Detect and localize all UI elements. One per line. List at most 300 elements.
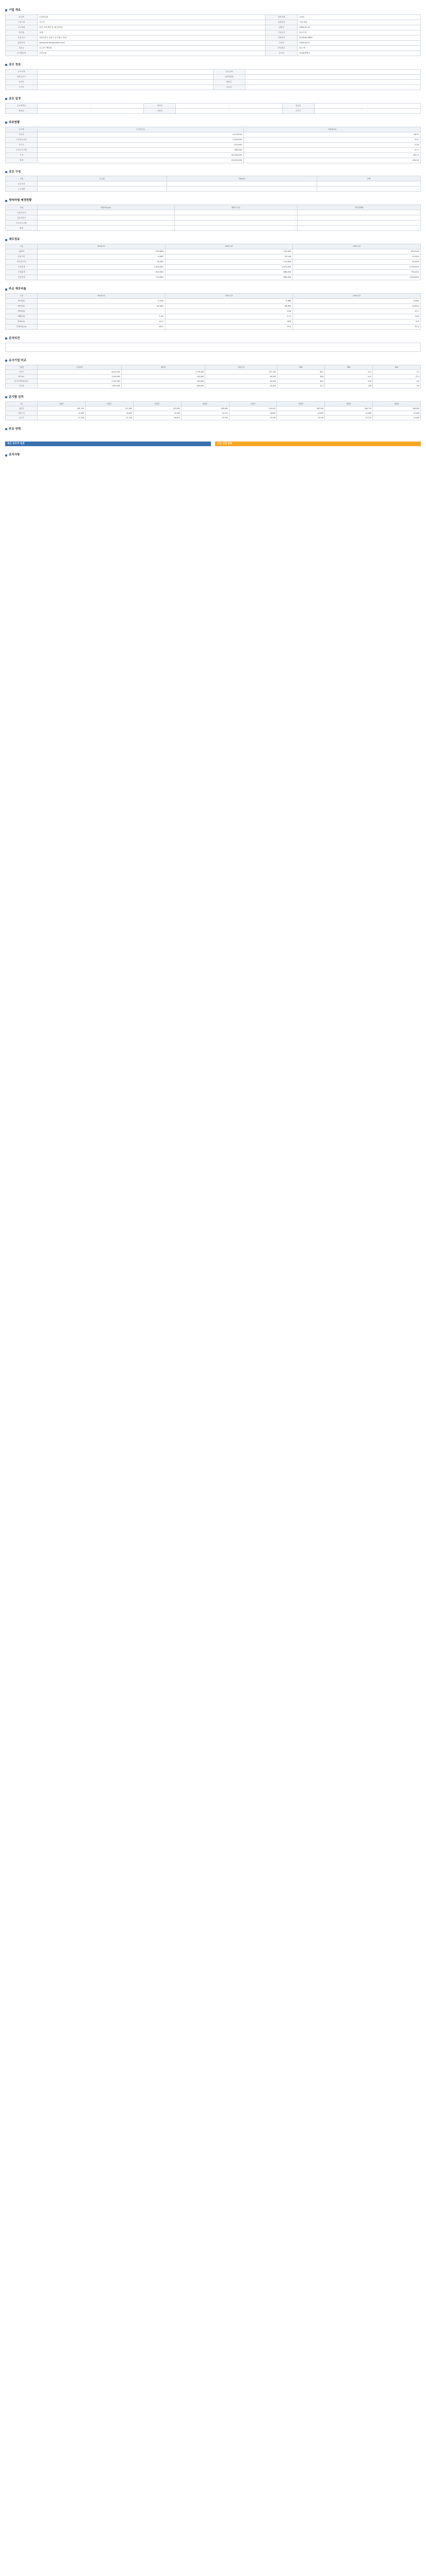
field-label: 수요예측일 [6, 103, 38, 108]
table-cell: 264,710 [325, 406, 373, 411]
ratios-section-title: 주요 재무비율 [5, 287, 421, 291]
column-header: 주주명 [6, 127, 38, 132]
row-label: 당기순이익 [6, 260, 38, 265]
row-label: 일반청약자 [6, 215, 38, 221]
table-cell: 69.14 [244, 152, 421, 158]
table-cell: 41,630 [277, 411, 325, 415]
field-value: www.smentertainment.com [38, 40, 266, 45]
column-header: 2Q23 [277, 401, 325, 406]
column-header: 주식수(주) [38, 127, 244, 132]
table-cell: - [38, 226, 175, 231]
field-value: - [176, 103, 282, 108]
field-value: 음반 기획·제작 및 매니지먼트 [38, 25, 266, 30]
table-row [6, 221, 421, 226]
table-cell: 21,100 [85, 415, 133, 420]
schedule-row [6, 108, 421, 113]
table-row [6, 132, 421, 137]
company-section-title: 기업 개요 [5, 9, 421, 12]
column-header: 구분 [6, 401, 38, 406]
table-cell: 1,025,000 [38, 379, 122, 383]
table-cell: 36,890 [165, 304, 293, 309]
row-label: 영업이익 [6, 255, 38, 260]
table-cell: 24,000 [373, 415, 421, 420]
price-section-title: 공모 정보 [5, 63, 421, 67]
row-label: 부채총계 [6, 270, 38, 275]
table-cell: 4,220,000 [38, 132, 244, 137]
table-cell: 23,422,000 [38, 158, 244, 163]
table-cell: 16,190,000 [38, 152, 244, 158]
field-label: 업종분류 [266, 20, 298, 25]
field-value: 12월 [38, 30, 266, 35]
table-cell: 2,320,000 [38, 137, 244, 142]
field-value: 오락,문화 [298, 20, 421, 25]
table-cell: 214,020 [229, 406, 277, 411]
table-cell: 702,055 [165, 249, 293, 255]
table-cell: 1,776,200 [121, 369, 205, 374]
table-cell: 1.83 [293, 314, 421, 319]
offer-section-title: 공모 구성 [5, 171, 421, 174]
column-header: 주식수 [38, 176, 167, 181]
price-table [5, 69, 421, 90]
field-label: 대표자명 [266, 14, 298, 20]
row-label: 영업이익 [6, 411, 38, 415]
table-cell: 131,640 [165, 260, 293, 265]
table-cell: 5.1 [373, 369, 421, 374]
table-row [6, 411, 421, 415]
table-row [6, 142, 421, 147]
ratios-table [5, 293, 421, 330]
field-label: 공모금액 [213, 69, 245, 74]
field-value: 1995.02.14 [298, 25, 421, 30]
table-cell: 5,480 [165, 299, 293, 304]
table-cell: 83,000 [293, 260, 421, 265]
table-cell: - [38, 221, 175, 226]
row-label: 자사주 [6, 142, 38, 147]
row-label: 에스엠 [6, 383, 38, 388]
table-cell: 22.1 [277, 383, 325, 388]
column-header: PBR [325, 365, 373, 369]
table-cell: 864,000 [165, 275, 293, 280]
table-cell: 1,003,000 [293, 275, 421, 280]
field-label: 상장일 [266, 40, 298, 45]
column-header: 구분 [6, 205, 38, 210]
table-cell: - [174, 215, 298, 221]
table-cell: 853,000 [121, 383, 205, 388]
kv-row [6, 35, 421, 40]
field-value: - [245, 79, 421, 84]
table-cell: - [38, 215, 175, 221]
notice-section-title: 공지사항 [5, 453, 421, 457]
table-cell: 579,838 [38, 249, 166, 255]
field-value: - [245, 84, 421, 90]
column-header: 구분 [6, 176, 38, 181]
kv-row [6, 45, 421, 50]
table-cell: - [317, 187, 420, 192]
field-value: 02-6240-9800 [298, 35, 421, 40]
analysis-box [5, 343, 421, 352]
table-cell: 345,900 [121, 374, 205, 379]
table-header-row [6, 401, 421, 406]
column-header: 1Q22 [38, 401, 86, 406]
table-cell: 18,850 [229, 411, 277, 415]
table-cell: 23,180 [133, 411, 181, 415]
field-label: 설립일 [266, 25, 298, 30]
table-header-row [6, 244, 421, 249]
table-row [6, 374, 421, 379]
table-cell: 91,000 [293, 255, 421, 260]
column-header: 청약경쟁률 [298, 205, 421, 210]
offer-table [5, 176, 421, 192]
table-cell: 267,240 [277, 406, 325, 411]
history-section-title: 주요 연혁 [5, 428, 421, 431]
table-cell: 3,245,000 [38, 374, 122, 379]
table-cell: 33,310 [277, 415, 325, 420]
peer-section-title: 유사기업 비교 [5, 359, 421, 363]
table-row [6, 265, 421, 270]
field-value: (주)에스엠 [38, 14, 266, 20]
table-cell: 30,440 [38, 304, 166, 309]
table-cell: 2.18 [244, 142, 421, 147]
table-cell: 9.91 [244, 137, 421, 142]
table-cell: 70.0 [293, 325, 421, 330]
column-header: 배정주식수 [174, 205, 298, 210]
table-cell: - [298, 215, 421, 221]
row-label: 이수만 [6, 132, 38, 137]
table-row [6, 379, 421, 383]
table-cell: - [298, 210, 421, 215]
table-cell: 512,000 [38, 142, 244, 147]
field-value: 2000.04.27 [298, 40, 421, 45]
column-header: ROE [373, 365, 421, 369]
quarterly-table [5, 401, 421, 420]
kv-row [6, 40, 421, 45]
column-header: 4Q23 [373, 401, 421, 406]
row-label: 기타 [6, 152, 38, 158]
column-header: 매출액 [121, 365, 205, 369]
table-row [6, 255, 421, 260]
recent-list-panel [5, 442, 211, 447]
table-cell: 1.83 [325, 383, 373, 388]
column-header: 2Q22 [85, 401, 133, 406]
kv-row [6, 84, 421, 90]
row-label: JYP Ent. [6, 374, 38, 379]
field-label: 주간사 [282, 108, 314, 113]
table-cell: 610,000 [38, 270, 166, 275]
row-label: 매출액 [6, 249, 38, 255]
table-cell: 180,000 [38, 147, 244, 152]
table-cell: 27.4 [373, 374, 421, 379]
column-header: 3Q22 [133, 401, 181, 406]
field-label: 기업규모 [266, 30, 298, 35]
column-header: 영업이익 [205, 365, 277, 369]
table-cell: 26,870 [133, 415, 181, 420]
table-cell: 228,480 [181, 406, 229, 411]
column-header: 2022.12 [293, 244, 421, 249]
field-label: 주간사 [6, 84, 38, 90]
row-label: 신주모집 [6, 181, 38, 187]
column-header: 4Q22 [181, 401, 229, 406]
table-row [6, 406, 421, 411]
field-label: 홈페이지 [6, 40, 38, 45]
column-header: 기업명 [6, 365, 38, 369]
analysis-section-title: 분석의견 [5, 337, 421, 341]
field-value: - [314, 103, 420, 108]
table-cell: 1,870,000 [38, 383, 122, 388]
field-value: 삼정회계법인 [298, 50, 421, 56]
table-header-row [6, 294, 421, 299]
table-row [6, 260, 421, 265]
column-header: 3Q23 [325, 401, 373, 406]
field-label: 환불일 [213, 79, 245, 84]
table-row [6, 415, 421, 420]
row-label: 자산총계 [6, 265, 38, 270]
field-value: - [38, 69, 214, 74]
table-row [6, 275, 421, 280]
kv-row [6, 74, 421, 79]
table-cell: 853,000 [293, 249, 421, 255]
table-cell: - [317, 181, 420, 187]
table-cell: 28.5 [277, 379, 325, 383]
table-cell: 42,820 [293, 304, 421, 309]
table-row [6, 210, 421, 215]
table-cell: 702,000 [293, 270, 421, 275]
field-value: - [38, 108, 144, 113]
table-cell: 91,000 [205, 383, 277, 388]
table-cell: 1,512,000 [165, 265, 293, 270]
row-label: 우리사주조합 [6, 221, 38, 226]
table-cell: 8.9 [293, 319, 421, 325]
table-cell: 18.00 [244, 132, 421, 137]
schedule-row [6, 103, 421, 108]
row-label: ROE(%) [6, 319, 38, 325]
table-header-row [6, 205, 421, 210]
table-row [6, 152, 421, 158]
table-cell: 96,500 [205, 374, 277, 379]
table-cell: 6.9 [373, 379, 421, 383]
table-row [6, 369, 421, 374]
table-cell: 1,323,000 [38, 265, 166, 270]
field-label: 주거래은행 [6, 50, 38, 56]
table-row [6, 314, 421, 319]
listing-list-panel [215, 442, 421, 447]
column-header: 구분 [6, 294, 38, 299]
column-header: 2020.12 [38, 294, 166, 299]
table-cell: 1.45 [38, 314, 166, 319]
field-label: 희망공모가 [6, 74, 38, 79]
table-row [6, 249, 421, 255]
allocation-table [5, 205, 421, 231]
field-value: - [176, 108, 282, 113]
table-cell: 3.21 [325, 369, 373, 374]
table-row [6, 147, 421, 152]
quarterly-section-title: 분기별 실적 [5, 396, 421, 399]
table-cell: - [298, 226, 421, 231]
field-label: 자본금 [6, 45, 38, 50]
schedule-section-title: 공모 일정 [5, 97, 421, 101]
field-value: 신한은행 [38, 50, 266, 56]
kv-row [6, 20, 421, 25]
field-value: 김성수 [298, 14, 421, 20]
field-label: 주요제품 [6, 25, 38, 30]
row-label: 매출액 [6, 406, 38, 411]
field-value: - [314, 108, 420, 113]
table-cell: - [174, 210, 298, 215]
field-label: 시장구분 [6, 20, 38, 25]
table-cell: - [38, 309, 166, 314]
field-value: - [38, 79, 214, 84]
finance-table [5, 244, 421, 280]
table-cell: 75.0 [165, 325, 293, 330]
column-header: PER [277, 365, 325, 369]
field-value: - [38, 103, 144, 108]
field-label: 납입일 [213, 84, 245, 90]
table-cell: 231,630 [133, 406, 181, 411]
field-value: - [38, 74, 214, 79]
column-header: 시가총액 [38, 365, 122, 369]
column-header: 2020.12 [38, 244, 166, 249]
bottom-lists [5, 442, 421, 447]
table-cell: 14.6 [165, 309, 293, 314]
company-table [5, 14, 421, 56]
row-label: 국민연금공단 [6, 137, 38, 142]
field-value: - [245, 74, 421, 79]
table-cell: 648,000 [165, 270, 293, 275]
row-label: 우리사주조합 [6, 147, 38, 152]
table-cell: 6,563 [38, 255, 166, 260]
table-cell: 1.92 [325, 379, 373, 383]
table-header-row [6, 127, 421, 132]
table-row [6, 226, 421, 231]
table-cell: - [167, 181, 317, 187]
table-cell: 21,210 [181, 411, 229, 415]
row-label: 부채비율(%) [6, 325, 38, 330]
field-value: 중소기업 [298, 30, 421, 35]
recent-list-title: 최근 공모주 일정 [5, 442, 211, 447]
shareholders-table [5, 127, 421, 163]
field-label: 결산월 [6, 30, 38, 35]
table-cell: 36.8 [277, 374, 325, 379]
field-label: 감사인 [266, 50, 298, 56]
table-row [6, 304, 421, 309]
table-cell: 1,705,000 [293, 265, 421, 270]
table-cell: 22.1 [293, 309, 421, 314]
table-cell: 248,000 [373, 406, 421, 411]
row-label: 와이지엔터테인먼트 [6, 379, 38, 383]
field-label: 본점주소 [6, 35, 38, 40]
table-row [6, 187, 421, 192]
table-cell: - [38, 187, 167, 192]
field-value: - [245, 69, 421, 74]
table-cell: 0.77 [244, 147, 421, 152]
column-header: 1Q23 [229, 401, 277, 406]
table-cell: -10.4 [38, 319, 166, 325]
field-label: 청약일 [6, 79, 38, 84]
table-cell: 181,310 [38, 406, 86, 411]
table-row [6, 215, 421, 221]
table-cell: - [167, 187, 317, 192]
table-row [6, 325, 421, 330]
field-label: 상장일 [144, 108, 176, 113]
table-cell: 24,050 [85, 411, 133, 415]
table-cell: 713,000 [38, 275, 166, 280]
column-header: 비율(%) [167, 176, 317, 181]
field-value: - [38, 84, 214, 90]
row-label: EPS(원) [6, 299, 38, 304]
table-cell: - [38, 210, 175, 215]
table-cell: 46,000 [205, 379, 277, 383]
page [0, 0, 426, 469]
listing-list-title: 신규 상장 종목 [215, 442, 421, 447]
table-cell: - [38, 181, 167, 187]
table-cell: 41,060 [325, 411, 373, 415]
field-label: 청약일 [144, 103, 176, 108]
column-header: 구분 [6, 244, 38, 249]
table-cell: -2,916 [38, 299, 166, 304]
kv-row [6, 25, 421, 30]
table-cell: - [174, 226, 298, 231]
table-cell: 8.9 [373, 383, 421, 388]
table-row [6, 270, 421, 275]
row-label: 합계 [6, 158, 38, 163]
field-value: 코스닥 [38, 20, 266, 25]
field-value: 11,727 백만원 [38, 45, 266, 50]
table-cell: 8,412,000 [38, 369, 122, 374]
table-row [6, 181, 421, 187]
field-label: 회사명 [6, 14, 38, 20]
field-label: 전화번호 [266, 35, 298, 40]
row-label: 합계 [6, 226, 38, 231]
row-label: 하이브 [6, 369, 38, 374]
table-row [6, 158, 421, 163]
kv-row [6, 69, 421, 74]
field-value: 서울특별시 강남구 압구정로 79길 [38, 35, 266, 40]
column-header: 배정비율(%) [38, 205, 175, 210]
table-cell: 15,330 [229, 415, 277, 420]
table-cell: -74,550 [38, 260, 166, 265]
table-cell: 211,580 [85, 406, 133, 411]
kv-row [6, 79, 421, 84]
table-header-row [6, 365, 421, 369]
row-label: 순이익 [6, 415, 38, 420]
finance-section-title: 재무정보 [5, 238, 421, 242]
field-label: 공모가액 [6, 69, 38, 74]
table-cell: 3,540 [293, 299, 421, 304]
row-label: PBR(배) [6, 314, 38, 319]
table-cell: 16.8 [165, 319, 293, 325]
kv-row [6, 30, 421, 35]
allocation-section-title: 청약자별 배정현황 [5, 199, 421, 202]
table-cell: 237,700 [205, 369, 277, 374]
field-label: 환불일 [6, 108, 38, 113]
row-label: BPS(원) [6, 304, 38, 309]
peer-table [5, 365, 421, 388]
column-header: 지분율(%) [244, 127, 421, 132]
table-cell: 32,000 [373, 411, 421, 415]
table-cell: 65.2 [277, 369, 325, 374]
column-header: 금액 [317, 176, 420, 181]
table-row [6, 319, 421, 325]
table-cell: 22,700 [181, 415, 229, 420]
table-cell: 2.17 [165, 314, 293, 319]
table-cell: 27,210 [325, 415, 373, 420]
table-row [6, 137, 421, 142]
table-cell: - [174, 221, 298, 226]
column-header: 2022.12 [293, 294, 421, 299]
field-value: 511 명 [298, 45, 421, 50]
kv-row [6, 50, 421, 56]
field-label: 청약경쟁률 [213, 74, 245, 79]
column-header: 2021.12 [165, 244, 293, 249]
